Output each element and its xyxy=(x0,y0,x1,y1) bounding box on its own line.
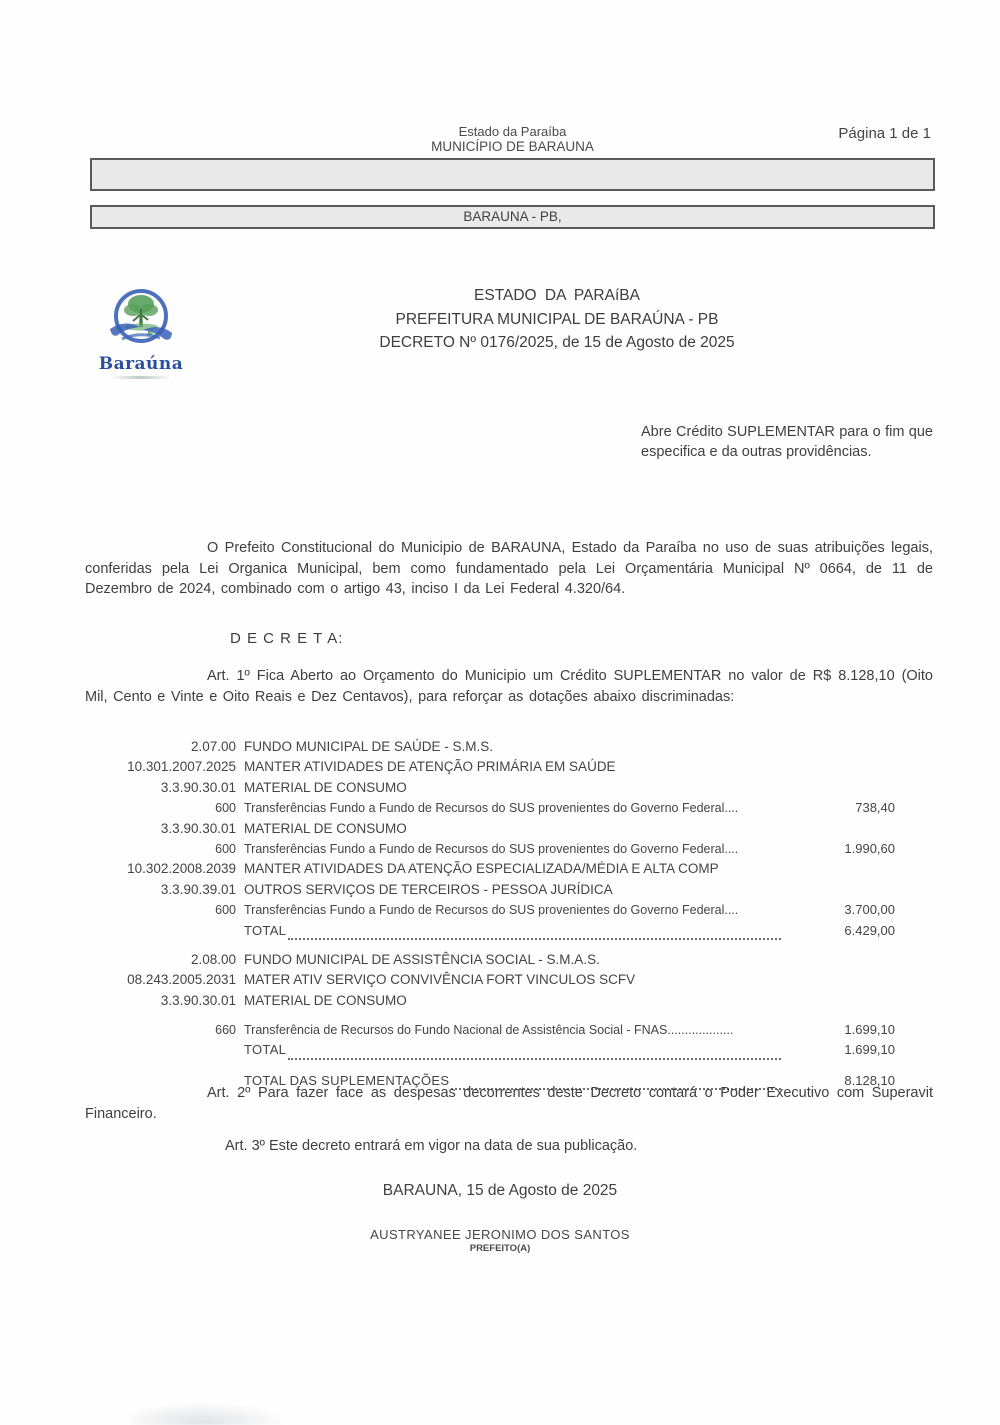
budget-description: MATERIAL DE CONSUMO xyxy=(244,992,407,1008)
municipal-logo xyxy=(95,287,187,379)
budget-row xyxy=(80,841,895,861)
budget-code: 2.08.00 xyxy=(190,951,236,967)
budget-code: 08.243.2005.2031 xyxy=(127,972,236,988)
budget-code: 3.3.90.39.01 xyxy=(160,881,236,897)
header-state-line: Estado da Paraíba xyxy=(458,124,567,139)
document-title-block xyxy=(297,284,817,355)
dot-leader xyxy=(288,1042,781,1059)
budget-code: 600 xyxy=(215,903,236,918)
budget-code: 3.3.90.30.01 xyxy=(160,992,236,1008)
dot-leader xyxy=(288,923,781,940)
budget-row xyxy=(80,800,895,820)
budget-code: 660 xyxy=(215,1023,236,1038)
budget-description: MANTER ATIVIDADES DE ATENÇÃO PRIMÁRIA EM SAÚDE xyxy=(244,759,616,775)
dateline: BARAUNA, 15 de Agosto de 2025 xyxy=(382,1182,618,1199)
budget-table xyxy=(80,739,895,1093)
budget-description: MATER ATIV SERVIÇO CONVIVÊNCIA FORT VINCULOS SCFV xyxy=(244,972,636,988)
logo-caption: Baraúna xyxy=(98,354,184,374)
budget-row xyxy=(80,993,895,1013)
budget-description: MANTER ATIVIDADES DA ATENÇÃO ESPECIALIZADA/MÉDIA E ALTA COMP xyxy=(244,861,719,877)
budget-row xyxy=(80,780,895,800)
budget-description: OUTROS SERVIÇOS DE TERCEIROS - PESSOA JURÍDICA xyxy=(244,881,613,897)
article-2: Art. 2º Para fazer face as despesas decorrentes deste Decreto contará o Poder Executivo com Superavit Financeiro. xyxy=(85,1085,933,1122)
budget-code: 600 xyxy=(215,841,236,856)
budget-value: 1.990,60 xyxy=(844,840,895,856)
budget-value: 8.128,10 xyxy=(844,1072,895,1088)
budget-code: 10.302.2008.2039 xyxy=(127,861,236,877)
budget-description: MATERIAL DE CONSUMO xyxy=(244,820,407,836)
article-3: Art. 3º Este decreto entrará em vigor na data de sua publicação. xyxy=(225,1138,638,1154)
title-prefecture: PREFEITURA MUNICIPAL DE BARAÚNA - PB xyxy=(395,310,719,328)
article-1: Art. 1º Fica Aberto ao Orçamento do Municipio um Crédito SUPLEMENTAR no valor de R$ 8.128,10 (Oito Mil, Cento e Vinte e Oito Reais e Dez Centavos), para reforçar as dotações abaixo discriminadas: xyxy=(85,668,933,705)
budget-description: MATERIAL DE CONSUMO xyxy=(244,779,407,795)
budget-value: 1.699,10 xyxy=(844,1042,895,1058)
budget-row xyxy=(80,952,895,972)
signature-role: PREFEITO(A) xyxy=(469,1243,531,1254)
budget-row xyxy=(80,902,895,922)
decree-epigraph: Abre Crédito SUPLEMENTAR para o fim que especifica e da outras providências. xyxy=(641,424,933,460)
decree-preamble: O Prefeito Constitucional do Municipio de BARAUNA, Estado da Paraíba no uso de suas atribuições legais, conferidas pela Lei Organica Municipal, bem como fundamentado pela Lei Orçamentária Municipal Nº 0664, de 11 de Dezembro de 2024, combinado com o artigo 43, inciso I da Lei Federal 4.320/64. xyxy=(85,540,933,597)
budget-description: Transferência de Recursos do Fundo Nacional de Assistência Social - FNAS................... xyxy=(244,1023,734,1038)
budget-description: TOTAL xyxy=(244,922,287,938)
budget-row xyxy=(80,861,895,881)
header-office xyxy=(90,124,935,154)
budget-description: FUNDO MUNICIPAL DE ASSISTÊNCIA SOCIAL - S.M.A.S. xyxy=(244,951,600,967)
budget-row xyxy=(80,759,895,779)
budget-value: 6.429,00 xyxy=(844,922,895,938)
title-decree-number: DECRETO Nº 0176/2025, de 15 de Agosto de 2025 xyxy=(379,334,735,351)
title-state: ESTADO DA PARAíBA xyxy=(474,287,640,304)
budget-row xyxy=(80,1022,895,1042)
budget-row xyxy=(80,821,895,841)
barauna-crest-icon xyxy=(102,287,180,351)
decreta-label: D E C R E T A: xyxy=(230,630,344,647)
budget-description: FUNDO MUNICIPAL DE SAÚDE - S.M.S. xyxy=(244,739,494,754)
budget-description: TOTAL DAS SUPLEMENTAÇÕES xyxy=(244,1072,450,1088)
budget-description: Transferências Fundo a Fundo de Recursos do SUS provenientes do Governo Federal.... xyxy=(244,801,739,816)
budget-value: 738,40 xyxy=(855,800,895,816)
budget-description: Transferências Fundo a Fundo de Recursos do SUS provenientes do Governo Federal.... xyxy=(244,841,739,856)
budget-row xyxy=(80,739,895,759)
budget-row xyxy=(80,882,895,902)
scan-smudge-artifact xyxy=(130,1402,290,1425)
logo-motto-line xyxy=(110,376,172,379)
budget-description: Transferências Fundo a Fundo de Recursos do SUS provenientes do Governo Federal.... xyxy=(244,903,739,918)
budget-row xyxy=(80,923,895,943)
budget-code: 3.3.90.30.01 xyxy=(160,779,236,795)
budget-code: 3.3.90.30.01 xyxy=(160,820,236,836)
signature-name: AUSTRYANEE JERONIMO DOS SANTOS xyxy=(370,1227,630,1242)
header-municipality-line: MUNICÍPIO DE BARAUNA xyxy=(431,139,594,154)
budget-code: 2.07.00 xyxy=(190,739,236,754)
budget-description: TOTAL xyxy=(244,1042,287,1058)
budget-code: 600 xyxy=(215,801,236,816)
page-number-label: Página 1 de 1 xyxy=(838,125,931,142)
header-bar-city: BARAUNA - PB, xyxy=(90,205,935,229)
header-bar-empty xyxy=(90,158,935,191)
budget-code: 10.301.2007.2025 xyxy=(127,759,236,775)
budget-value: 3.700,00 xyxy=(844,902,895,918)
budget-row xyxy=(80,972,895,992)
budget-value: 1.699,10 xyxy=(844,1022,895,1038)
budget-row xyxy=(80,1042,895,1062)
